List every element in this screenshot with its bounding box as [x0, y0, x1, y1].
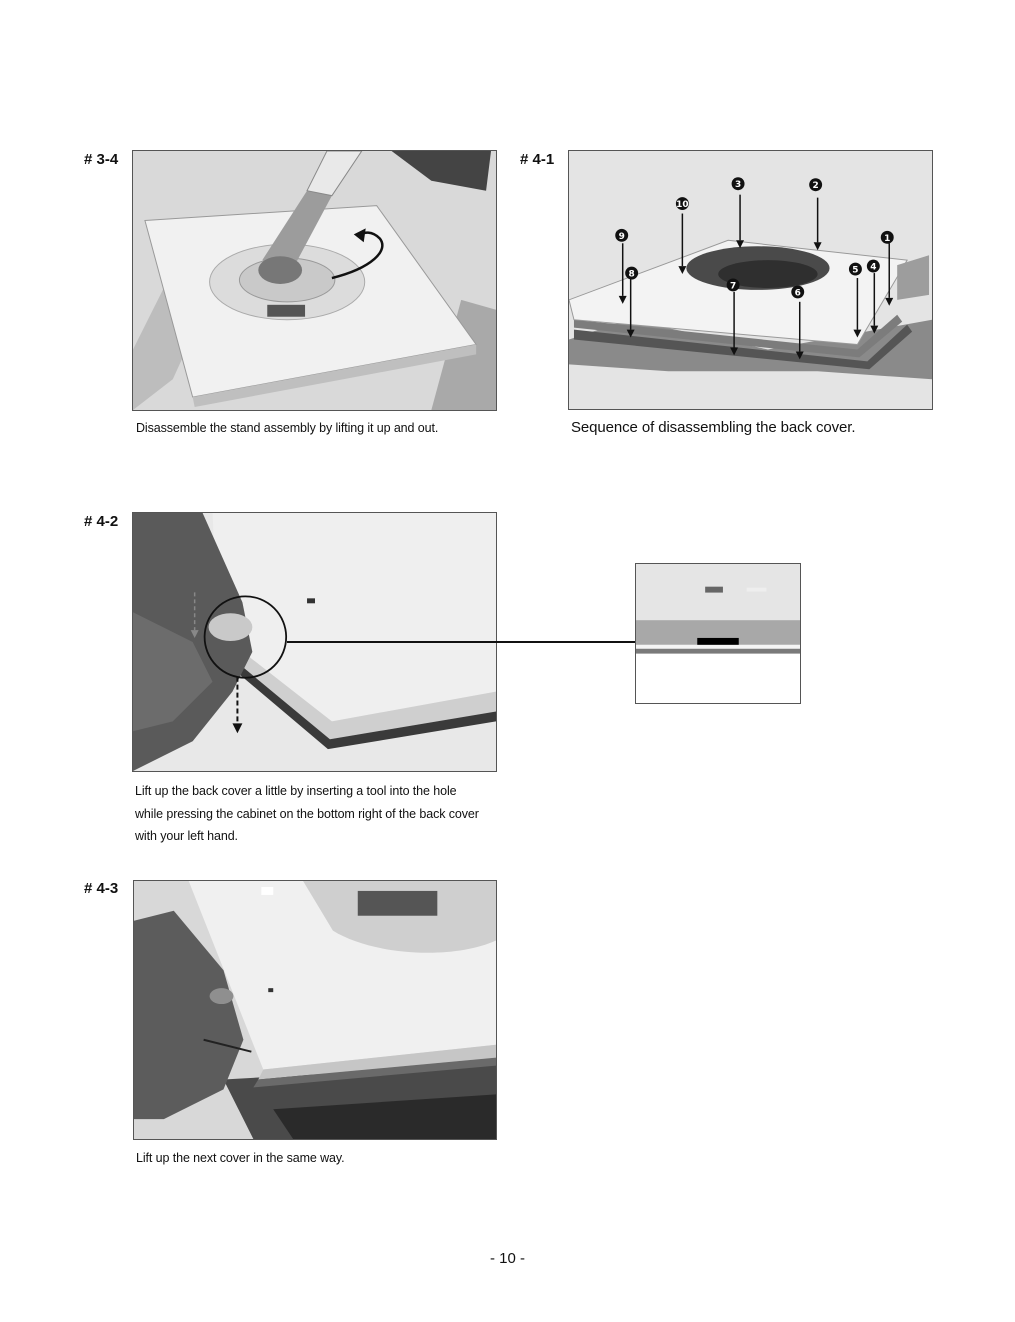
marker-6: 6 — [794, 288, 801, 299]
marker-4: 4 — [870, 262, 877, 273]
marker-1: 1 — [884, 233, 891, 244]
marker-7: 7 — [729, 281, 737, 292]
marker-5: 5 — [852, 265, 859, 276]
caption-3-4: Disassemble the stand assembly by lifting it up and out. — [136, 421, 439, 435]
caption-4-2-line-1: Lift up the back cover a little by inserting a tool into the hole — [135, 784, 457, 798]
caption-4-2-line-2: while pressing the cabinet on the bottom right of the back cover — [135, 806, 479, 821]
detail-closeup — [635, 563, 801, 704]
marker-8: 8 — [628, 269, 635, 280]
figure-label-4-2: # 4-2 — [84, 513, 119, 530]
caption-4-3: Lift up the next cover in the same way. — [136, 1151, 345, 1165]
caption-4-2-line-3: with your left hand. — [135, 829, 238, 843]
marker-9: 9 — [618, 231, 625, 242]
marker-2: 2 — [812, 181, 819, 192]
figure-label-3-4: # 3-4 — [84, 151, 119, 168]
photo-lift-next-cover — [133, 880, 497, 1140]
caption-4-1: Sequence of disassembling the back cover. — [571, 419, 856, 436]
marker-3: 3 — [734, 180, 742, 191]
photo-stand-removal — [132, 150, 497, 411]
marker-10: 10 — [676, 200, 689, 211]
photo-back-cover-sequence — [568, 150, 933, 410]
caption-4-2 — [135, 780, 479, 848]
page-number: - 10 - — [489, 1250, 525, 1267]
figure-label-4-1: # 4-1 — [520, 151, 555, 168]
figure-label-4-3: # 4-3 — [84, 880, 119, 897]
